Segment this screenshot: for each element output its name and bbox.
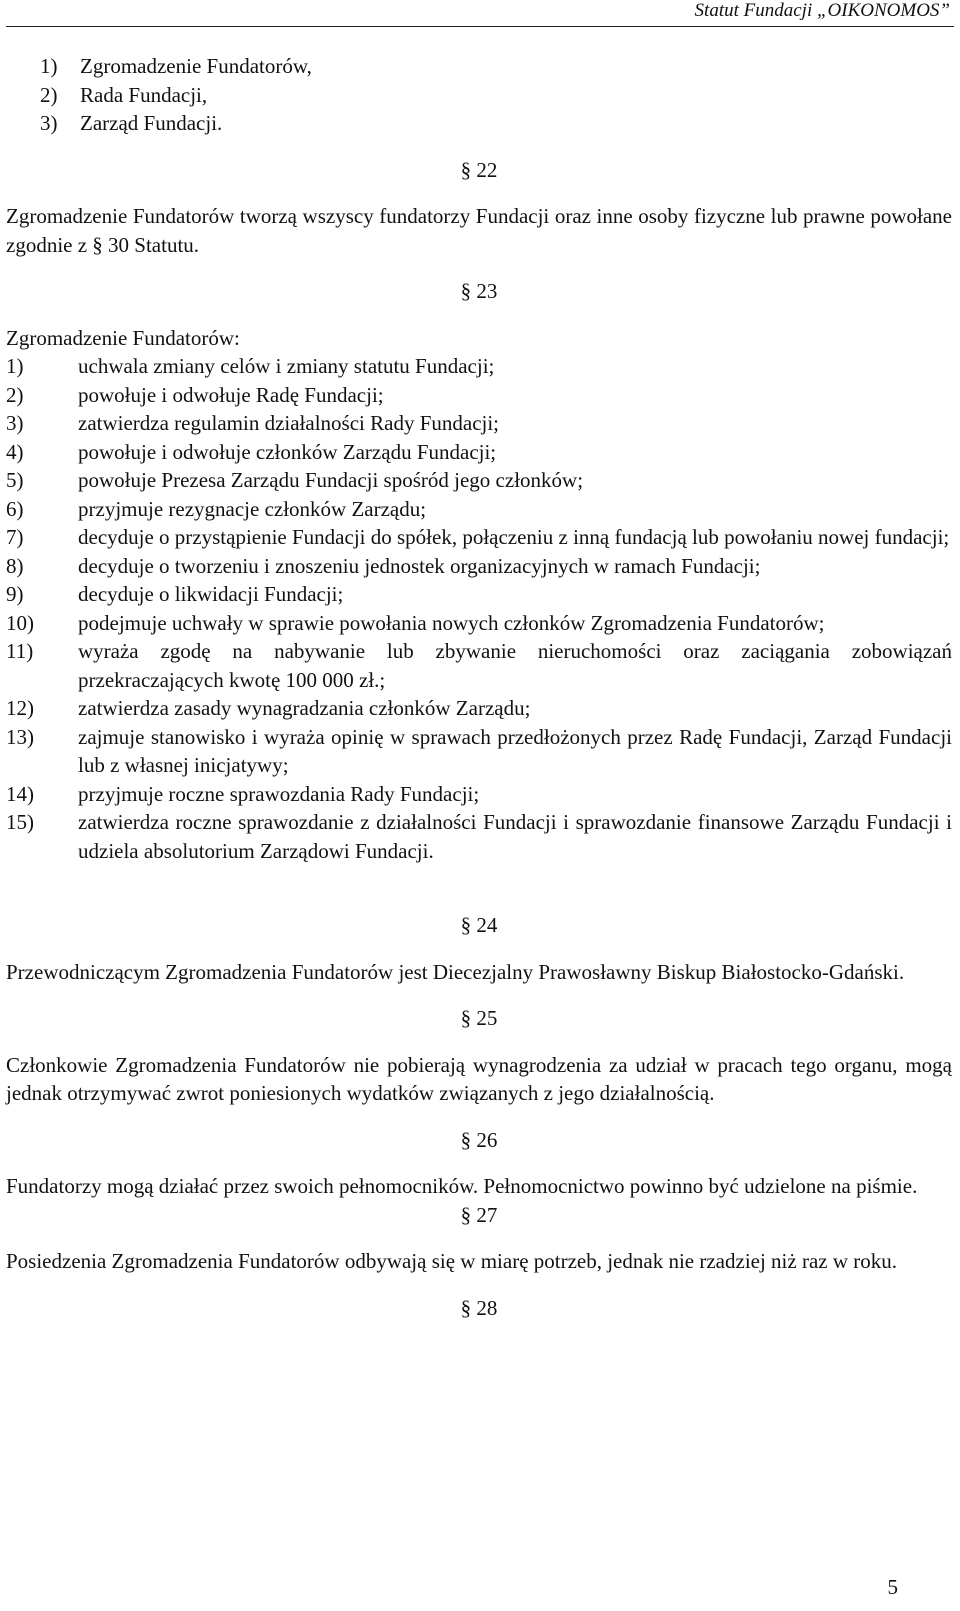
list-item-text: wyraża zgodę na nabywanie lub zbywanie nieruchomości oraz zaciągania zobowiązań przekraczających kwotę 100 000 zł.; xyxy=(78,639,952,692)
section-text-22: Zgromadzenie Fundatorów tworzą wszyscy fundatorzy Fundacji oraz inne osoby fizyczne lub prawne powołane zgodnie z § 30 Statutu. xyxy=(6,204,952,257)
list-item-text: zatwierdza roczne sprawozdanie z działalności Fundacji i sprawozdanie finansowe Zarządu Fundacji i udziela absolutorium Zarządowi Fundacji. xyxy=(78,810,952,863)
list-item-text: zatwierdza regulamin działalności Rady Fundacji; xyxy=(78,411,500,435)
list-item xyxy=(6,438,952,467)
list-item-text: przyjmuje roczne sprawozdania Rady Fundacji; xyxy=(78,781,480,806)
list-item xyxy=(6,523,952,552)
list-item xyxy=(6,780,952,809)
list-item-text: decyduje o tworzeniu i znoszeniu jednostek organizacyjnych w ramach Fundacji; xyxy=(78,553,761,578)
list-item-number: 11) xyxy=(6,639,34,663)
list-item-number: 3) xyxy=(6,411,24,435)
list-item xyxy=(6,81,952,110)
list-item-text: powołuje i odwołuje Radę Fundacji; xyxy=(78,382,384,407)
section-heading-25: § 25 xyxy=(460,1006,498,1030)
section-heading-27: § 27 xyxy=(460,1202,498,1227)
organs-list xyxy=(6,52,952,138)
list-item-text: uchwala zmiany celów i zmiany statutu Fundacji; xyxy=(78,354,495,378)
list-item-number: 5) xyxy=(6,468,24,492)
running-header: Statut Fundacji „OIKONOMOS” xyxy=(694,0,950,21)
list-item-number: 12) xyxy=(6,696,34,720)
list-item xyxy=(6,109,952,138)
document-body xyxy=(6,52,952,1322)
list-item-number: 2) xyxy=(6,382,24,407)
list-item-text: decyduje o likwidacji Fundacji; xyxy=(78,582,344,606)
list-item-number: 10) xyxy=(6,610,34,635)
list-item-number: 1) xyxy=(40,54,58,78)
list-item-number: 15) xyxy=(6,810,34,834)
list-item-text: zajmuje stanowisko i wyraża opinię w sprawach przedłożonych przez Radę Fundacji, Zarząd Fundacji lub z własnej inicjatywy; xyxy=(78,724,952,777)
list-item-number: 3) xyxy=(40,111,58,135)
list-item xyxy=(6,609,952,638)
list-item-number: 4) xyxy=(6,439,24,464)
section-heading-23: § 23 xyxy=(460,279,498,303)
list-item-text: Rada Fundacji, xyxy=(80,82,208,107)
list-item-number: 2) xyxy=(40,82,58,107)
list-item-number: 14) xyxy=(6,781,34,806)
list-item xyxy=(6,466,952,495)
assembly-powers-list xyxy=(6,352,952,865)
list-item xyxy=(6,694,952,723)
list-item-text: decyduje o przystąpienie Fundacji do spółek, połączeniu z inną fundacją lub powołaniu nowej fundacji; xyxy=(78,525,950,549)
list-item xyxy=(6,637,952,694)
list-item-text: powołuje Prezesa Zarządu Fundacji spośród jego członków; xyxy=(78,468,584,492)
page-number: 5 xyxy=(887,1575,898,1599)
list-item-text: przyjmuje rezygnacje członków Zarządu; xyxy=(78,496,427,521)
list-item xyxy=(6,552,952,581)
list-item xyxy=(6,409,952,438)
list-item-text: powołuje i odwołuje członków Zarządu Fundacji; xyxy=(78,439,497,464)
section-intro-23: Zgromadzenie Fundatorów: xyxy=(6,325,240,350)
list-item xyxy=(6,580,952,609)
list-item-number: 13) xyxy=(6,724,34,749)
section-heading-28: § 28 xyxy=(460,1295,498,1320)
list-item xyxy=(6,723,952,780)
list-item xyxy=(6,52,952,81)
list-item-number: 9) xyxy=(6,582,24,606)
list-item-text: Zarząd Fundacji. xyxy=(80,111,223,135)
list-item-number: 8) xyxy=(6,553,24,578)
list-item-text: Zgromadzenie Fundatorów, xyxy=(80,54,312,78)
header-rule xyxy=(6,26,954,27)
list-item xyxy=(6,352,952,381)
section-text-24: Przewodniczącym Zgromadzenia Fundatorów jest Diecezjalny Prawosławny Biskup Białostocko-Gdański. xyxy=(6,959,905,984)
section-text-25: Członkowie Zgromadzenia Fundatorów nie pobierają wynagrodzenia za udział w pracach tego organu, mogą jednak otrzymywać zwrot poniesionych wydatków związanych z jego działalnością. xyxy=(6,1052,952,1105)
list-item xyxy=(6,495,952,524)
list-item-text: podejmuje uchwały w sprawie powołania nowych członków Zgromadzenia Fundatorów; xyxy=(78,610,825,635)
section-heading-26: § 26 xyxy=(460,1127,498,1152)
list-item-number: 1) xyxy=(6,354,24,378)
section-text-27: Posiedzenia Zgromadzenia Fundatorów odbywają się w miarę potrzeb, jednak nie rzadziej niż raz w roku. xyxy=(6,1249,898,1273)
section-text-26: Fundatorzy mogą działać przez swoich pełnomocników. Pełnomocnictwo powinno być udzielone na piśmie. xyxy=(6,1174,918,1198)
list-item-number: 6) xyxy=(6,496,24,521)
section-heading-24: § 24 xyxy=(460,913,498,937)
list-item xyxy=(6,381,952,410)
list-item xyxy=(6,808,952,865)
list-item-text: zatwierdza zasady wynagradzania członków Zarządu; xyxy=(78,696,531,720)
section-heading-22: § 22 xyxy=(460,157,498,182)
list-item-number: 7) xyxy=(6,525,24,549)
